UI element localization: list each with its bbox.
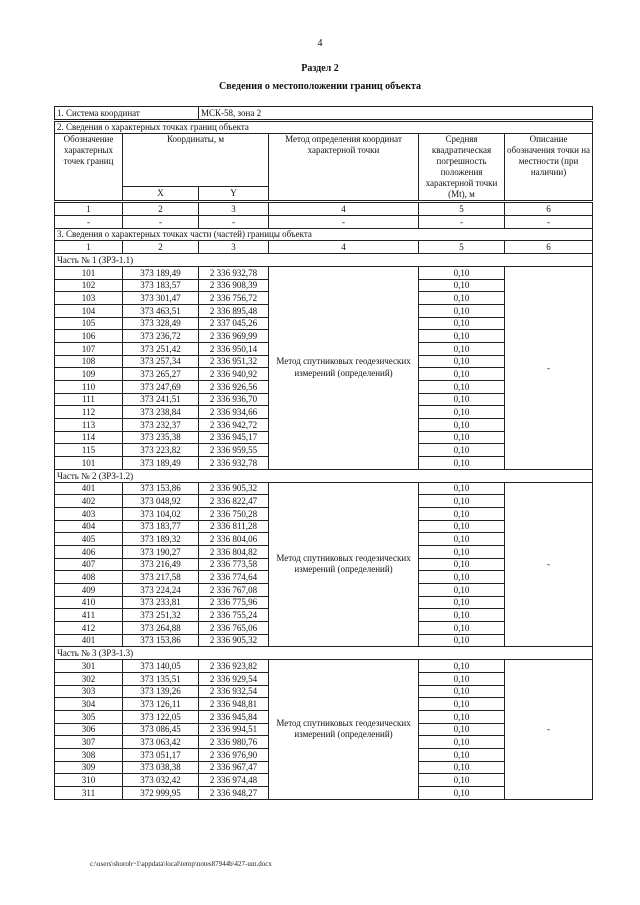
dash-cell: - bbox=[123, 216, 199, 229]
point-id-cell: 307 bbox=[55, 736, 123, 749]
y-coord-cell: 2 336 905,32 bbox=[199, 482, 269, 495]
error-cell: 0,10 bbox=[419, 748, 505, 761]
x-coord-cell: 373 216,49 bbox=[123, 558, 199, 571]
x-coord-cell: 373 032,42 bbox=[123, 774, 199, 787]
x-coord-cell: 373 264,88 bbox=[123, 622, 199, 635]
part-title: Часть № 2 (ЗРЗ-1.2) bbox=[55, 469, 593, 482]
y-coord-cell: 2 336 950,14 bbox=[199, 342, 269, 355]
dash-cell: - bbox=[505, 216, 593, 229]
x-coord-cell: 372 999,95 bbox=[123, 787, 199, 800]
x-coord-cell: 373 223,82 bbox=[123, 444, 199, 457]
error-cell: 0,10 bbox=[419, 419, 505, 432]
y-coord-cell: 2 337 045,26 bbox=[199, 317, 269, 330]
description-cell: - bbox=[505, 266, 593, 469]
error-cell: 0,10 bbox=[419, 571, 505, 584]
x-coord-cell: 373 217,58 bbox=[123, 571, 199, 584]
method-cell: Метод спутниковых геодезических измерений (определений) bbox=[269, 660, 419, 800]
method-cell: Метод спутниковых геодезических измерений (определений) bbox=[269, 266, 419, 469]
error-cell: 0,10 bbox=[419, 787, 505, 800]
point-id-cell: 404 bbox=[55, 520, 123, 533]
x-coord-cell: 373 135,51 bbox=[123, 672, 199, 685]
error-cell: 0,10 bbox=[419, 393, 505, 406]
y-coord-cell: 2 336 895,48 bbox=[199, 304, 269, 317]
dash-cell: - bbox=[55, 216, 123, 229]
error-cell: 0,10 bbox=[419, 431, 505, 444]
point-id-cell: 412 bbox=[55, 622, 123, 635]
error-cell: 0,10 bbox=[419, 444, 505, 457]
error-cell: 0,10 bbox=[419, 381, 505, 394]
table-row bbox=[55, 660, 593, 673]
point-id-cell: 406 bbox=[55, 545, 123, 558]
point-id-cell: 407 bbox=[55, 558, 123, 571]
x-coord-cell: 373 126,11 bbox=[123, 698, 199, 711]
x-coord-cell: 373 122,05 bbox=[123, 710, 199, 723]
point-id-cell: 309 bbox=[55, 761, 123, 774]
point-id-cell: 403 bbox=[55, 507, 123, 520]
description-cell: - bbox=[505, 660, 593, 800]
y-coord-cell: 2 336 969,99 bbox=[199, 330, 269, 343]
point-id-cell: 302 bbox=[55, 672, 123, 685]
part3-title: 3. Сведения о характерных точках части (частей) границы объекта bbox=[55, 228, 593, 241]
description-cell: - bbox=[505, 482, 593, 647]
y-coord-cell: 2 336 959,55 bbox=[199, 444, 269, 457]
y-coord-cell: 2 336 908,39 bbox=[199, 279, 269, 292]
y-coord-cell: 2 336 994,51 bbox=[199, 723, 269, 736]
error-cell: 0,10 bbox=[419, 736, 505, 749]
y-coord-cell: 2 336 967,47 bbox=[199, 761, 269, 774]
boundary-table bbox=[54, 106, 593, 800]
x-coord-cell: 373 238,84 bbox=[123, 406, 199, 419]
error-cell: 0,10 bbox=[419, 710, 505, 723]
point-id-cell: 308 bbox=[55, 748, 123, 761]
col-num-5: 5 bbox=[419, 203, 505, 216]
header-point-designation: Обозначение характерных точек границ bbox=[55, 134, 123, 201]
col-num-2: 2 bbox=[123, 241, 199, 254]
part3-title-row bbox=[55, 228, 593, 241]
y-coord-cell: 2 336 750,28 bbox=[199, 507, 269, 520]
header-description: Описание обозначения точки на местности (при наличии) bbox=[505, 134, 593, 201]
y-coord-cell: 2 336 804,82 bbox=[199, 545, 269, 558]
point-id-cell: 111 bbox=[55, 393, 123, 406]
y-coord-cell: 2 336 923,82 bbox=[199, 660, 269, 673]
y-coord-cell: 2 336 822,47 bbox=[199, 495, 269, 508]
point-id-cell: 110 bbox=[55, 381, 123, 394]
error-cell: 0,10 bbox=[419, 495, 505, 508]
dash-cell: - bbox=[199, 216, 269, 229]
x-coord-cell: 373 189,49 bbox=[123, 266, 199, 279]
error-cell: 0,10 bbox=[419, 723, 505, 736]
x-coord-cell: 373 233,81 bbox=[123, 596, 199, 609]
y-coord-cell: 2 336 804,06 bbox=[199, 533, 269, 546]
x-coord-cell: 373 301,47 bbox=[123, 292, 199, 305]
col-num-1: 1 bbox=[55, 241, 123, 254]
x-coord-cell: 373 224,24 bbox=[123, 584, 199, 597]
error-cell: 0,10 bbox=[419, 482, 505, 495]
section-title: Раздел 2 bbox=[301, 63, 339, 74]
col-num-4: 4 bbox=[269, 241, 419, 254]
x-coord-cell: 373 236,72 bbox=[123, 330, 199, 343]
y-coord-cell: 2 336 811,28 bbox=[199, 520, 269, 533]
error-cell: 0,10 bbox=[419, 584, 505, 597]
y-coord-cell: 2 336 974,48 bbox=[199, 774, 269, 787]
y-coord-cell: 2 336 932,78 bbox=[199, 457, 269, 470]
point-id-cell: 310 bbox=[55, 774, 123, 787]
y-coord-cell: 2 336 945,84 bbox=[199, 710, 269, 723]
x-coord-cell: 373 257,34 bbox=[123, 355, 199, 368]
col-num-3: 3 bbox=[199, 203, 269, 216]
error-cell: 0,10 bbox=[419, 622, 505, 635]
error-cell: 0,10 bbox=[419, 457, 505, 470]
error-cell: 0,10 bbox=[419, 634, 505, 647]
point-id-cell: 108 bbox=[55, 355, 123, 368]
y-coord-cell: 2 336 936,70 bbox=[199, 393, 269, 406]
point-id-cell: 106 bbox=[55, 330, 123, 343]
point-id-cell: 104 bbox=[55, 304, 123, 317]
x-coord-cell: 373 038,38 bbox=[123, 761, 199, 774]
error-cell: 0,10 bbox=[419, 761, 505, 774]
x-coord-cell: 373 251,42 bbox=[123, 342, 199, 355]
y-coord-cell: 2 336 775,96 bbox=[199, 596, 269, 609]
point-id-cell: 401 bbox=[55, 634, 123, 647]
error-cell: 0,10 bbox=[419, 685, 505, 698]
col-num-4: 4 bbox=[269, 203, 419, 216]
error-cell: 0,10 bbox=[419, 330, 505, 343]
point-id-cell: 113 bbox=[55, 419, 123, 432]
point-id-cell: 102 bbox=[55, 279, 123, 292]
dash-cell: - bbox=[269, 216, 419, 229]
error-cell: 0,10 bbox=[419, 279, 505, 292]
point-id-cell: 306 bbox=[55, 723, 123, 736]
point-id-cell: 107 bbox=[55, 342, 123, 355]
header-y: Y bbox=[199, 186, 269, 201]
point-id-cell: 408 bbox=[55, 571, 123, 584]
part-title-row bbox=[55, 469, 593, 482]
x-coord-cell: 373 265,27 bbox=[123, 368, 199, 381]
point-id-cell: 103 bbox=[55, 292, 123, 305]
y-coord-cell: 2 336 951,32 bbox=[199, 355, 269, 368]
header-error: Средняя квадратическая погрешность положения характерной точки (Mt), м bbox=[419, 134, 505, 201]
point-id-cell: 410 bbox=[55, 596, 123, 609]
x-coord-cell: 373 063,42 bbox=[123, 736, 199, 749]
method-cell: Метод спутниковых геодезических измерений (определений) bbox=[269, 482, 419, 647]
error-cell: 0,10 bbox=[419, 266, 505, 279]
error-cell: 0,10 bbox=[419, 406, 505, 419]
header-x: X bbox=[123, 186, 199, 201]
col-num-6: 6 bbox=[505, 241, 593, 254]
column-numbers-row-2 bbox=[55, 241, 593, 254]
col-num-1: 1 bbox=[55, 203, 123, 216]
point-id-cell: 409 bbox=[55, 584, 123, 597]
page-number: 4 bbox=[317, 38, 323, 49]
col-num-2: 2 bbox=[123, 203, 199, 216]
col-num-3: 3 bbox=[199, 241, 269, 254]
error-cell: 0,10 bbox=[419, 317, 505, 330]
x-coord-cell: 373 086,45 bbox=[123, 723, 199, 736]
point-id-cell: 115 bbox=[55, 444, 123, 457]
x-coord-cell: 373 183,77 bbox=[123, 520, 199, 533]
x-coord-cell: 373 183,57 bbox=[123, 279, 199, 292]
y-coord-cell: 2 336 774,64 bbox=[199, 571, 269, 584]
point-id-cell: 301 bbox=[55, 660, 123, 673]
x-coord-cell: 373 189,49 bbox=[123, 457, 199, 470]
part-title-row bbox=[55, 254, 593, 267]
footer-file-path: c:\users\shoroh~1\appdata\local\temp\notes87944b\427-шп.docx bbox=[90, 860, 272, 868]
header-method: Метод определения координат характерной точки bbox=[269, 134, 419, 201]
error-cell: 0,10 bbox=[419, 660, 505, 673]
y-coord-cell: 2 336 948,81 bbox=[199, 698, 269, 711]
point-id-cell: 411 bbox=[55, 609, 123, 622]
error-cell: 0,10 bbox=[419, 545, 505, 558]
header-row-1 bbox=[55, 134, 593, 186]
dash-cell: - bbox=[419, 216, 505, 229]
point-id-cell: 303 bbox=[55, 685, 123, 698]
point-id-cell: 401 bbox=[55, 482, 123, 495]
error-cell: 0,10 bbox=[419, 596, 505, 609]
col-num-6: 6 bbox=[505, 203, 593, 216]
y-coord-cell: 2 336 932,54 bbox=[199, 685, 269, 698]
x-coord-cell: 373 190,27 bbox=[123, 545, 199, 558]
x-coord-cell: 373 139,26 bbox=[123, 685, 199, 698]
error-cell: 0,10 bbox=[419, 304, 505, 317]
point-id-cell: 101 bbox=[55, 266, 123, 279]
x-coord-cell: 373 048,92 bbox=[123, 495, 199, 508]
x-coord-cell: 373 104,02 bbox=[123, 507, 199, 520]
dash-row bbox=[55, 216, 593, 229]
coord-system-value: МСК-58, зона 2 bbox=[199, 107, 593, 120]
error-cell: 0,10 bbox=[419, 698, 505, 711]
x-coord-cell: 373 463,51 bbox=[123, 304, 199, 317]
y-coord-cell: 2 336 948,27 bbox=[199, 787, 269, 800]
error-cell: 0,10 bbox=[419, 672, 505, 685]
point-id-cell: 112 bbox=[55, 406, 123, 419]
coord-system-label: 1. Система координат bbox=[55, 107, 199, 120]
x-coord-cell: 373 153,86 bbox=[123, 634, 199, 647]
point-id-cell: 105 bbox=[55, 317, 123, 330]
y-coord-cell: 2 336 945,17 bbox=[199, 431, 269, 444]
y-coord-cell: 2 336 767,08 bbox=[199, 584, 269, 597]
error-cell: 0,10 bbox=[419, 609, 505, 622]
part-title: Часть № 3 (ЗРЗ-1.3) bbox=[55, 647, 593, 660]
point-id-cell: 305 bbox=[55, 710, 123, 723]
point-id-cell: 402 bbox=[55, 495, 123, 508]
col-num-5: 5 bbox=[419, 241, 505, 254]
coord-system-row bbox=[55, 107, 593, 120]
y-coord-cell: 2 336 926,56 bbox=[199, 381, 269, 394]
y-coord-cell: 2 336 756,72 bbox=[199, 292, 269, 305]
error-cell: 0,10 bbox=[419, 507, 505, 520]
y-coord-cell: 2 336 905,32 bbox=[199, 634, 269, 647]
error-cell: 0,10 bbox=[419, 533, 505, 546]
x-coord-cell: 373 140,05 bbox=[123, 660, 199, 673]
point-id-cell: 405 bbox=[55, 533, 123, 546]
error-cell: 0,10 bbox=[419, 342, 505, 355]
x-coord-cell: 373 235,38 bbox=[123, 431, 199, 444]
section-subtitle: Сведения о местоположении границ объекта bbox=[219, 81, 421, 92]
x-coord-cell: 373 189,32 bbox=[123, 533, 199, 546]
part-title: Часть № 1 (ЗРЗ-1.1) bbox=[55, 254, 593, 267]
error-cell: 0,10 bbox=[419, 292, 505, 305]
column-numbers-row bbox=[55, 203, 593, 216]
y-coord-cell: 2 336 942,72 bbox=[199, 419, 269, 432]
part-title-row bbox=[55, 647, 593, 660]
table-row bbox=[55, 266, 593, 279]
part2-title: 2. Сведения о характерных точках границ объекта bbox=[55, 121, 593, 134]
point-id-cell: 109 bbox=[55, 368, 123, 381]
error-cell: 0,10 bbox=[419, 368, 505, 381]
point-id-cell: 101 bbox=[55, 457, 123, 470]
y-coord-cell: 2 336 980,76 bbox=[199, 736, 269, 749]
x-coord-cell: 373 247,69 bbox=[123, 381, 199, 394]
error-cell: 0,10 bbox=[419, 774, 505, 787]
y-coord-cell: 2 336 929,54 bbox=[199, 672, 269, 685]
part2-title-row bbox=[55, 121, 593, 134]
point-id-cell: 311 bbox=[55, 787, 123, 800]
error-cell: 0,10 bbox=[419, 355, 505, 368]
error-cell: 0,10 bbox=[419, 520, 505, 533]
error-cell: 0,10 bbox=[419, 558, 505, 571]
x-coord-cell: 373 153,86 bbox=[123, 482, 199, 495]
y-coord-cell: 2 336 940,92 bbox=[199, 368, 269, 381]
y-coord-cell: 2 336 976,90 bbox=[199, 748, 269, 761]
y-coord-cell: 2 336 934,66 bbox=[199, 406, 269, 419]
y-coord-cell: 2 336 932,78 bbox=[199, 266, 269, 279]
x-coord-cell: 373 232,37 bbox=[123, 419, 199, 432]
y-coord-cell: 2 336 773,58 bbox=[199, 558, 269, 571]
x-coord-cell: 373 251,32 bbox=[123, 609, 199, 622]
table-row bbox=[55, 482, 593, 495]
y-coord-cell: 2 336 765,06 bbox=[199, 622, 269, 635]
point-id-cell: 114 bbox=[55, 431, 123, 444]
x-coord-cell: 373 328,49 bbox=[123, 317, 199, 330]
header-coordinates: Координаты, м bbox=[123, 134, 269, 186]
x-coord-cell: 373 051,17 bbox=[123, 748, 199, 761]
x-coord-cell: 373 241,51 bbox=[123, 393, 199, 406]
y-coord-cell: 2 336 755,24 bbox=[199, 609, 269, 622]
point-id-cell: 304 bbox=[55, 698, 123, 711]
